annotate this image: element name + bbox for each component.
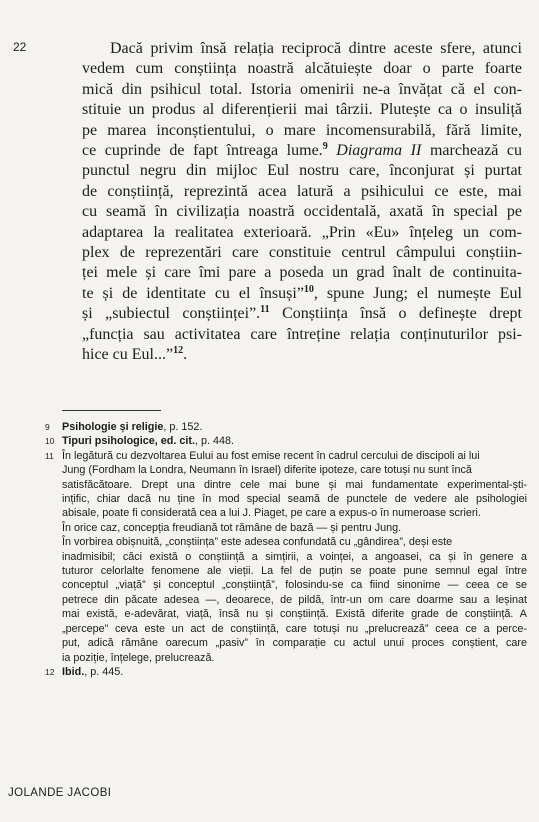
text-run: „funcția sau activitatea care întreține relația conținuturilor psi-	[82, 325, 522, 343]
footnote-rule	[62, 410, 161, 411]
body-line	[82, 243, 522, 263]
footnote-ref: 11	[260, 304, 270, 316]
footnote-number: 9	[45, 422, 50, 432]
text-run: de conștiință, reprezintă acea latură a psihicului ce este, mai	[82, 182, 522, 200]
footnote-line: inadmisibil; căci există o conștiință a simțirii, a voinței, a angoasei, ca și în genere a	[62, 550, 527, 563]
footnote	[45, 449, 527, 665]
footnote-source: Psihologie și religie	[62, 421, 164, 433]
body-line	[82, 325, 522, 345]
body-line	[82, 80, 522, 100]
body-line	[82, 100, 522, 120]
footnote-ref: 10	[303, 283, 314, 295]
text-run: ței mele și care îmi pare a poseda un grad înalt de continuita-	[82, 264, 522, 282]
body-line	[82, 284, 522, 304]
text-run	[328, 142, 337, 159]
text-run: hice cu Eul...”	[82, 346, 174, 364]
text-run: , spune Jung; el numește Eul	[313, 284, 522, 302]
footnote-line: Jung (Fordham la Londra, Neumann în Israel) diferite ipoteze, care totuși nu sunt încă	[62, 464, 472, 477]
footnote	[45, 434, 527, 448]
text-run: Dacă privim însă relația reciprocă dintre aceste sfere, atunci	[110, 40, 522, 57]
body-line	[82, 304, 522, 324]
footnote-line: ințific, chiar dacă nu ține în mod special seamă de punctele de vedere ale psihologiei	[62, 493, 527, 506]
body-line	[82, 59, 522, 79]
text-run: punctul negru din mijloc Eul nostru care, înconjurat și purtat	[82, 162, 522, 180]
body-line	[82, 202, 522, 222]
footnote-source: Ibid.	[62, 665, 85, 678]
text-run: stituie un produs al diferențierii mai târzii. Plutește ca o insuliță	[82, 101, 522, 119]
footnote-line	[62, 420, 527, 434]
footnote-line	[62, 434, 527, 448]
footnote-number: 12	[45, 666, 55, 677]
body-line	[82, 345, 522, 365]
footnote-line	[62, 665, 527, 679]
text-run: vedem cum conștiința noastră alcătuiește doar o parte foarte	[82, 60, 522, 78]
footnote-line: abisale, poate fi considerată cea a lui J. Piaget, pe care a expus-o în numeroase scrieri.	[62, 507, 481, 520]
footnote-page: , p. 445.	[84, 665, 124, 678]
footnote-line: În legătură cu dezvoltarea Eului au fost emise recent în cadrul cercului de discipoli ai lui	[62, 449, 480, 462]
body-line	[82, 161, 522, 181]
footnote-line: ia poziție, înțelege, prelucrează.	[62, 651, 215, 664]
text-run: marchează cu	[421, 142, 523, 160]
footnote-line: put, adică rămâne oarecum „pasiv” în comparație cu actul unui proces conștient, care	[62, 637, 527, 650]
text-run: plex de reprezentări care constituie centrul câmpului conștiin-	[82, 244, 522, 262]
footnote-line: satisfăcătoare. Drept una dintre cele mai bune și mai fundamentate experimental-ști-	[62, 478, 527, 491]
body-line	[82, 121, 522, 141]
footnote-page: , p. 152.	[163, 421, 203, 433]
body-text	[82, 39, 522, 366]
body-line	[82, 141, 522, 161]
body-line	[82, 182, 522, 202]
text-run: .	[183, 346, 188, 364]
footnote-line: În orice caz, concepția freudiană tot rămâne de bază — și pentru Jung.	[62, 521, 402, 534]
footnote-page: , p. 448.	[194, 435, 235, 448]
footnote-ref: 12	[173, 345, 184, 357]
footnote-line: „percepe” ceva este un act de conștiință, care totuși nu „prelucrează” ceea ce a perce-	[62, 622, 527, 635]
footnote-number: 10	[45, 436, 55, 447]
text-run: adaptarea la realitatea exterioară. „Prin «Eu» înțeleg un com-	[82, 223, 522, 241]
text-run: te și de identitate cu el însuși”	[82, 284, 304, 302]
footnote-line: tuturor celorlalte fenomene ale vieții. La fel de puțin se poate pune semnul egal între	[62, 565, 527, 578]
author-name: JOLANDE JACOBI	[8, 787, 112, 799]
text-run: Diagrama II	[336, 142, 422, 160]
text-run: și „subiectul conștiinței”.	[82, 305, 261, 323]
text-run: Conștiința însă o definește drept	[269, 305, 522, 323]
footnote-line: În vorbirea obișnuită, „conștiința” este adesea confundată cu „gândirea”, deși este	[62, 536, 453, 549]
page-number: 22	[13, 40, 27, 54]
footnotes	[45, 420, 527, 679]
text-run: cu seamă în civilizația noastră occidentală, axată în special pe	[82, 203, 522, 221]
body-line	[82, 39, 522, 59]
text-run: ce cuprinde de fapt întreaga lume.	[82, 142, 323, 160]
footnote	[45, 420, 527, 434]
footnote-line: petrece din păcate adesea —, deoarece, de pildă, într-un om care doarme sau a leșinat	[62, 593, 527, 606]
body-line	[82, 263, 522, 283]
footnote-number: 11	[45, 450, 54, 461]
footnote-source: Tipuri psihologice, ed. cit.	[62, 435, 195, 448]
footnote-line: conceptul „viață” și conceptul „conștiință”, folosindu-se ca fiind sinonime — ceea ce se	[62, 579, 527, 592]
footnote	[45, 665, 527, 679]
text-run: mică din psihicul total. Istoria omenirii ne-a învățat că el con-	[82, 80, 522, 98]
text-run: pe marea inconștientului, o mare incomensurabilă, fără limite,	[82, 121, 522, 139]
footnote-line: mai există, e-adevărat, viață, însă nu și conștiință. Există diferite grade de conștiință. A	[62, 608, 527, 621]
body-line	[82, 223, 522, 243]
footnote-ref: 9	[322, 141, 328, 153]
